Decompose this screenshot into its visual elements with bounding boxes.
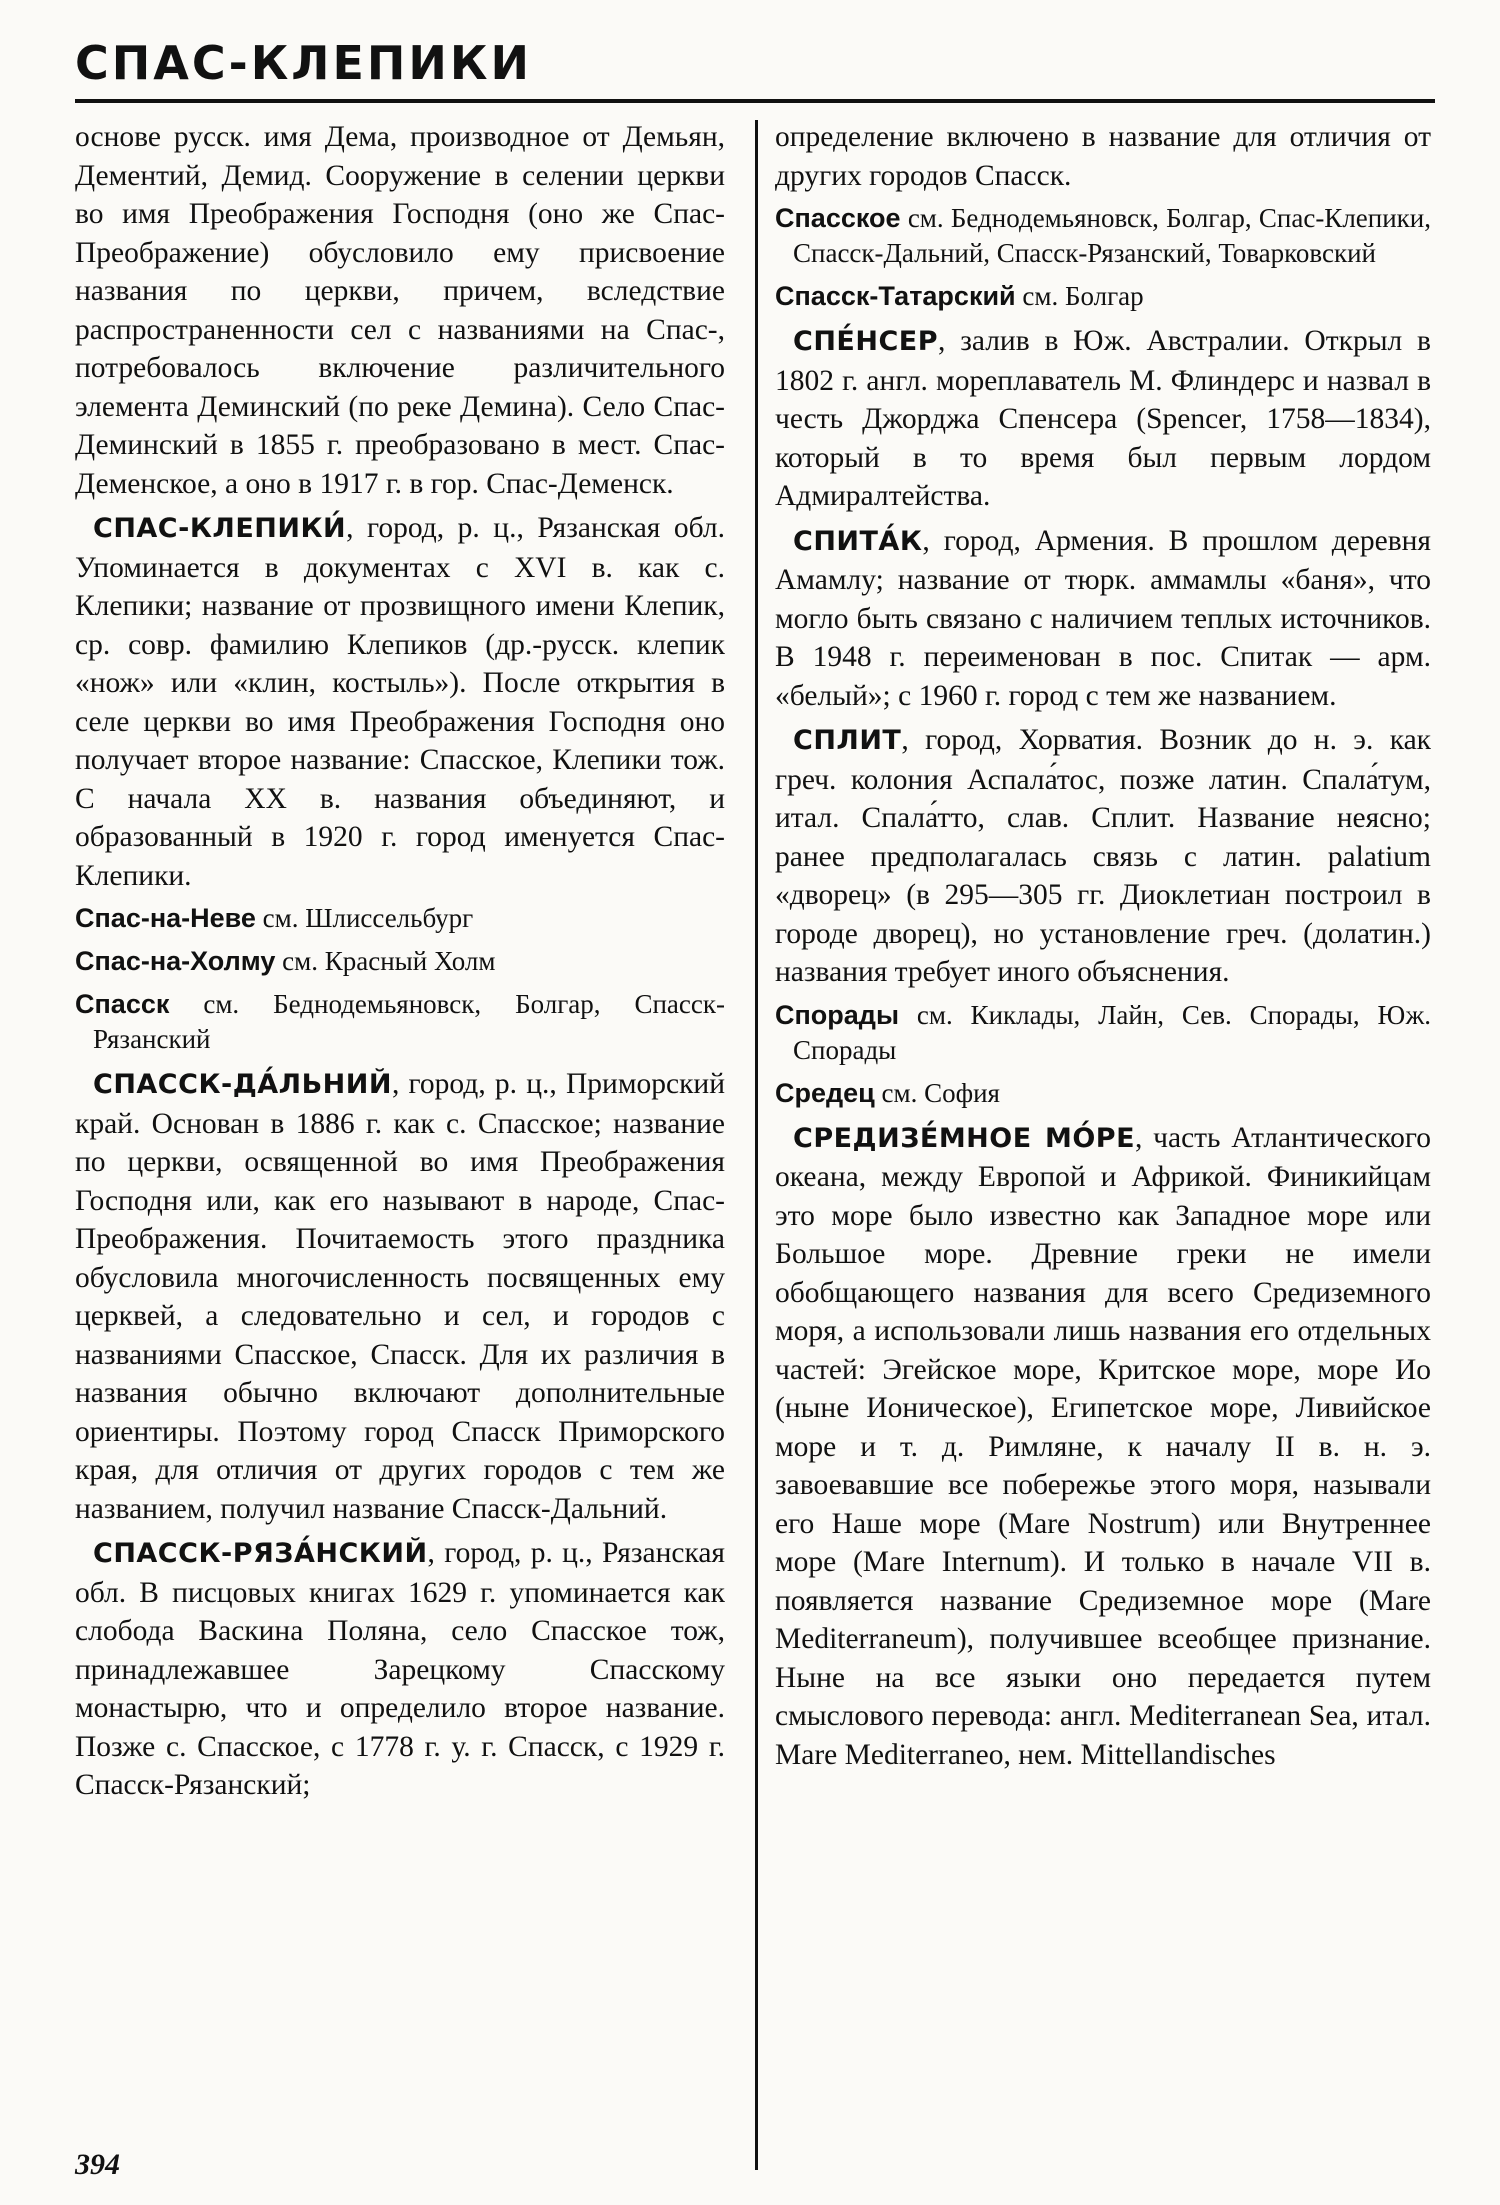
left-column xyxy=(75,118,725,1811)
cross-reference xyxy=(775,279,1431,314)
entry-spassk-ryazansky xyxy=(75,1534,725,1805)
entry-text: , город, р. ц., Приморский край. Основан в 1886 г. как с. Спасское; название по церкви, освященной во имя Преображения Господня или, как его называют в народе, Спас-Преображения. Почитаемость этого праздника обусловила многочисленность посвященных ему церквей, а следовательно и сел, и городов с названиями Спасское, Спасск. Для их различия в названия обычно включают дополнительные ориентиры. Поэтому город Спасск Приморского края, для отличия от других городов с тем же названием, получил название Спасск-Дальний. xyxy=(75,1068,725,1525)
entry-continuation: основе русск. имя Дема, производное от Демьян, Дементий, Демид. Сооружение в селении церкви во имя Преображения Господня (оно же Спас-Преображение) обусловило ему присвоение названия по церкви, причем, вследствие распространенности сел с названиями на Спас-, потребовалось включение различительного элемента Деминский (по реке Демина). Село Спас-Деминский в 1855 г. преобразовано в мест. Спас-Деменское, а оно в 1917 г. в гор. Спас-Деменск. xyxy=(75,121,725,500)
headword: Спас-на-Холму xyxy=(75,946,276,976)
cross-reference xyxy=(75,901,725,936)
headword: СПИТА́К xyxy=(793,525,923,557)
ref-text: см. София xyxy=(874,1077,1000,1108)
entry-split xyxy=(775,721,1431,992)
entry-spas-klepiki xyxy=(75,509,725,895)
headword: СПЛИТ xyxy=(793,725,902,756)
headword: Спасск-Татарский xyxy=(775,281,1016,311)
ref-text: см. Беднодемьяновск, Болгар, Спасск-Рязанский xyxy=(93,989,725,1054)
page-number: 394 xyxy=(75,2148,120,2181)
ref-text: см. Шлиссельбург xyxy=(255,903,474,933)
entry-spassk-dalny xyxy=(75,1065,725,1528)
headword: Спорады xyxy=(775,999,900,1030)
cross-reference xyxy=(775,201,1431,271)
headword: СПАССК-ДА́ЛЬНИЙ xyxy=(93,1069,392,1100)
ref-text: см. Красный Холм xyxy=(275,946,496,976)
entry-text: , город, р. ц., Рязанская обл. В писцовых книгах 1629 г. упоминается как слобода Васкина Поляна, село Спасское тож, принадлежавшее Зарецкому Спасскому монастырю, что и определило второе название. Позже с. Спасское, с 1778 г. у. г. Спасск, с 1929 г. Спасск-Рязанский; xyxy=(75,1537,725,1801)
headword: СПАС-КЛЕПИКИ́ xyxy=(93,513,347,544)
entry-text: , город, р. ц., Рязанская обл. Упоминается в документах с XVI в. как с. Клепики; название от прозвищного имени Клепик, ср. совр. фамилию Клепиков (др.-русск. клепик «нож» или «клин, костыль»). После открытия в селе церкви во имя Преображения Господня оно получает второе название: Спасское, Клепики тож. С начала XX в. названия объединяют, и образованный в 1920 г. город именуется Спас-Клепики. xyxy=(75,512,725,892)
ref-text: см. Беднодемьяновск, Болгар, Спас-Клепики, Спасск-Дальний, Спасск-Рязанский, Товарковский xyxy=(793,203,1431,268)
entry-text: , город, Хорватия. Возник до н. э. как греч. колония Аспала́тос, позже латин. Спала́тум, итал. Спала́тто, слав. Сплит. Название неясно; ранее предполагалась связь с латин. palatium «дворец» (в 295—305 гг. Диоклетиан построил в городе дворец), но установление греч. (долатин.) названия требует иного объяснения. xyxy=(775,724,1431,988)
entry-mediterranean-sea xyxy=(775,1119,1431,1775)
entry-continuation: определение включено в название для отличия от других городов Спасск. xyxy=(775,121,1431,192)
entry-text: , залив в Юж. Австралии. Открыл в 1802 г. англ. мореплаватель М. Флиндерс и назвал в честь Джорджа Спенсера (Spencer, 1758—1834), который в то время был первым лордом Адмиралтейства. xyxy=(775,325,1431,512)
cross-reference xyxy=(775,1076,1431,1111)
entry-spitak xyxy=(775,522,1431,716)
entry-text: , часть Атлантического океана, между Европой и Африкой. Финикийцам это море было известно как Западное море или Большое море. Древние греки не имели обобщающего названия для всего Средиземного моря, а использовали лишь названия его отдельных частей: Эгейское море, Критское море, море Ио (ныне Ионическое), Египетское море, Ливийское море и т. д. Римляне, к началу II в. н. э. завоевавшие все побережье этого моря, называли его Наше море (Mare Nostrum) или Внутреннее море (Mare Internum). И только в начале VII в. появляется название Средиземное море (Mare Mediterraneum), получившее всеобщее признание. Ныне на все языки оно передается путем смыслового перевода: англ. Mediterranean Sea, итал. Mare Mediterraneo, нем. Mittellandisches xyxy=(775,1121,1431,1771)
cross-reference xyxy=(75,987,725,1057)
column-divider xyxy=(755,120,758,2170)
ref-text: см. Киклады, Лайн, Сев. Спорады, Юж. Спорады xyxy=(793,999,1431,1065)
headword: Спас-на-Неве xyxy=(75,903,256,933)
headword: Спасск xyxy=(75,989,170,1019)
running-head: СПАС-КЛЕПИКИ xyxy=(75,36,533,90)
headword: Спасское xyxy=(775,203,901,233)
header-rule xyxy=(75,99,1435,103)
cross-reference xyxy=(75,944,725,979)
headword: СПАССК-РЯЗА́НСКИЙ xyxy=(93,1538,428,1569)
right-column xyxy=(775,118,1431,1780)
cross-reference xyxy=(775,998,1431,1068)
ref-text: см. Болгар xyxy=(1015,281,1144,311)
entry-spencer xyxy=(775,322,1431,516)
headword: СРЕДИЗЕ́МНОЕ МО́РЕ xyxy=(793,1122,1136,1154)
entry-text: , город, Армения. В прошлом деревня Амамлу; название от тюрк. аммамлы «баня», что могло быть связано с наличием теплых источников. В 1948 г. переименован в пос. Спитак — арм. «белый»; с 1960 г. город с тем же названием. xyxy=(775,524,1431,712)
headword: СПЕ́НСЕР xyxy=(793,326,938,357)
headword: Средец xyxy=(775,1077,875,1108)
